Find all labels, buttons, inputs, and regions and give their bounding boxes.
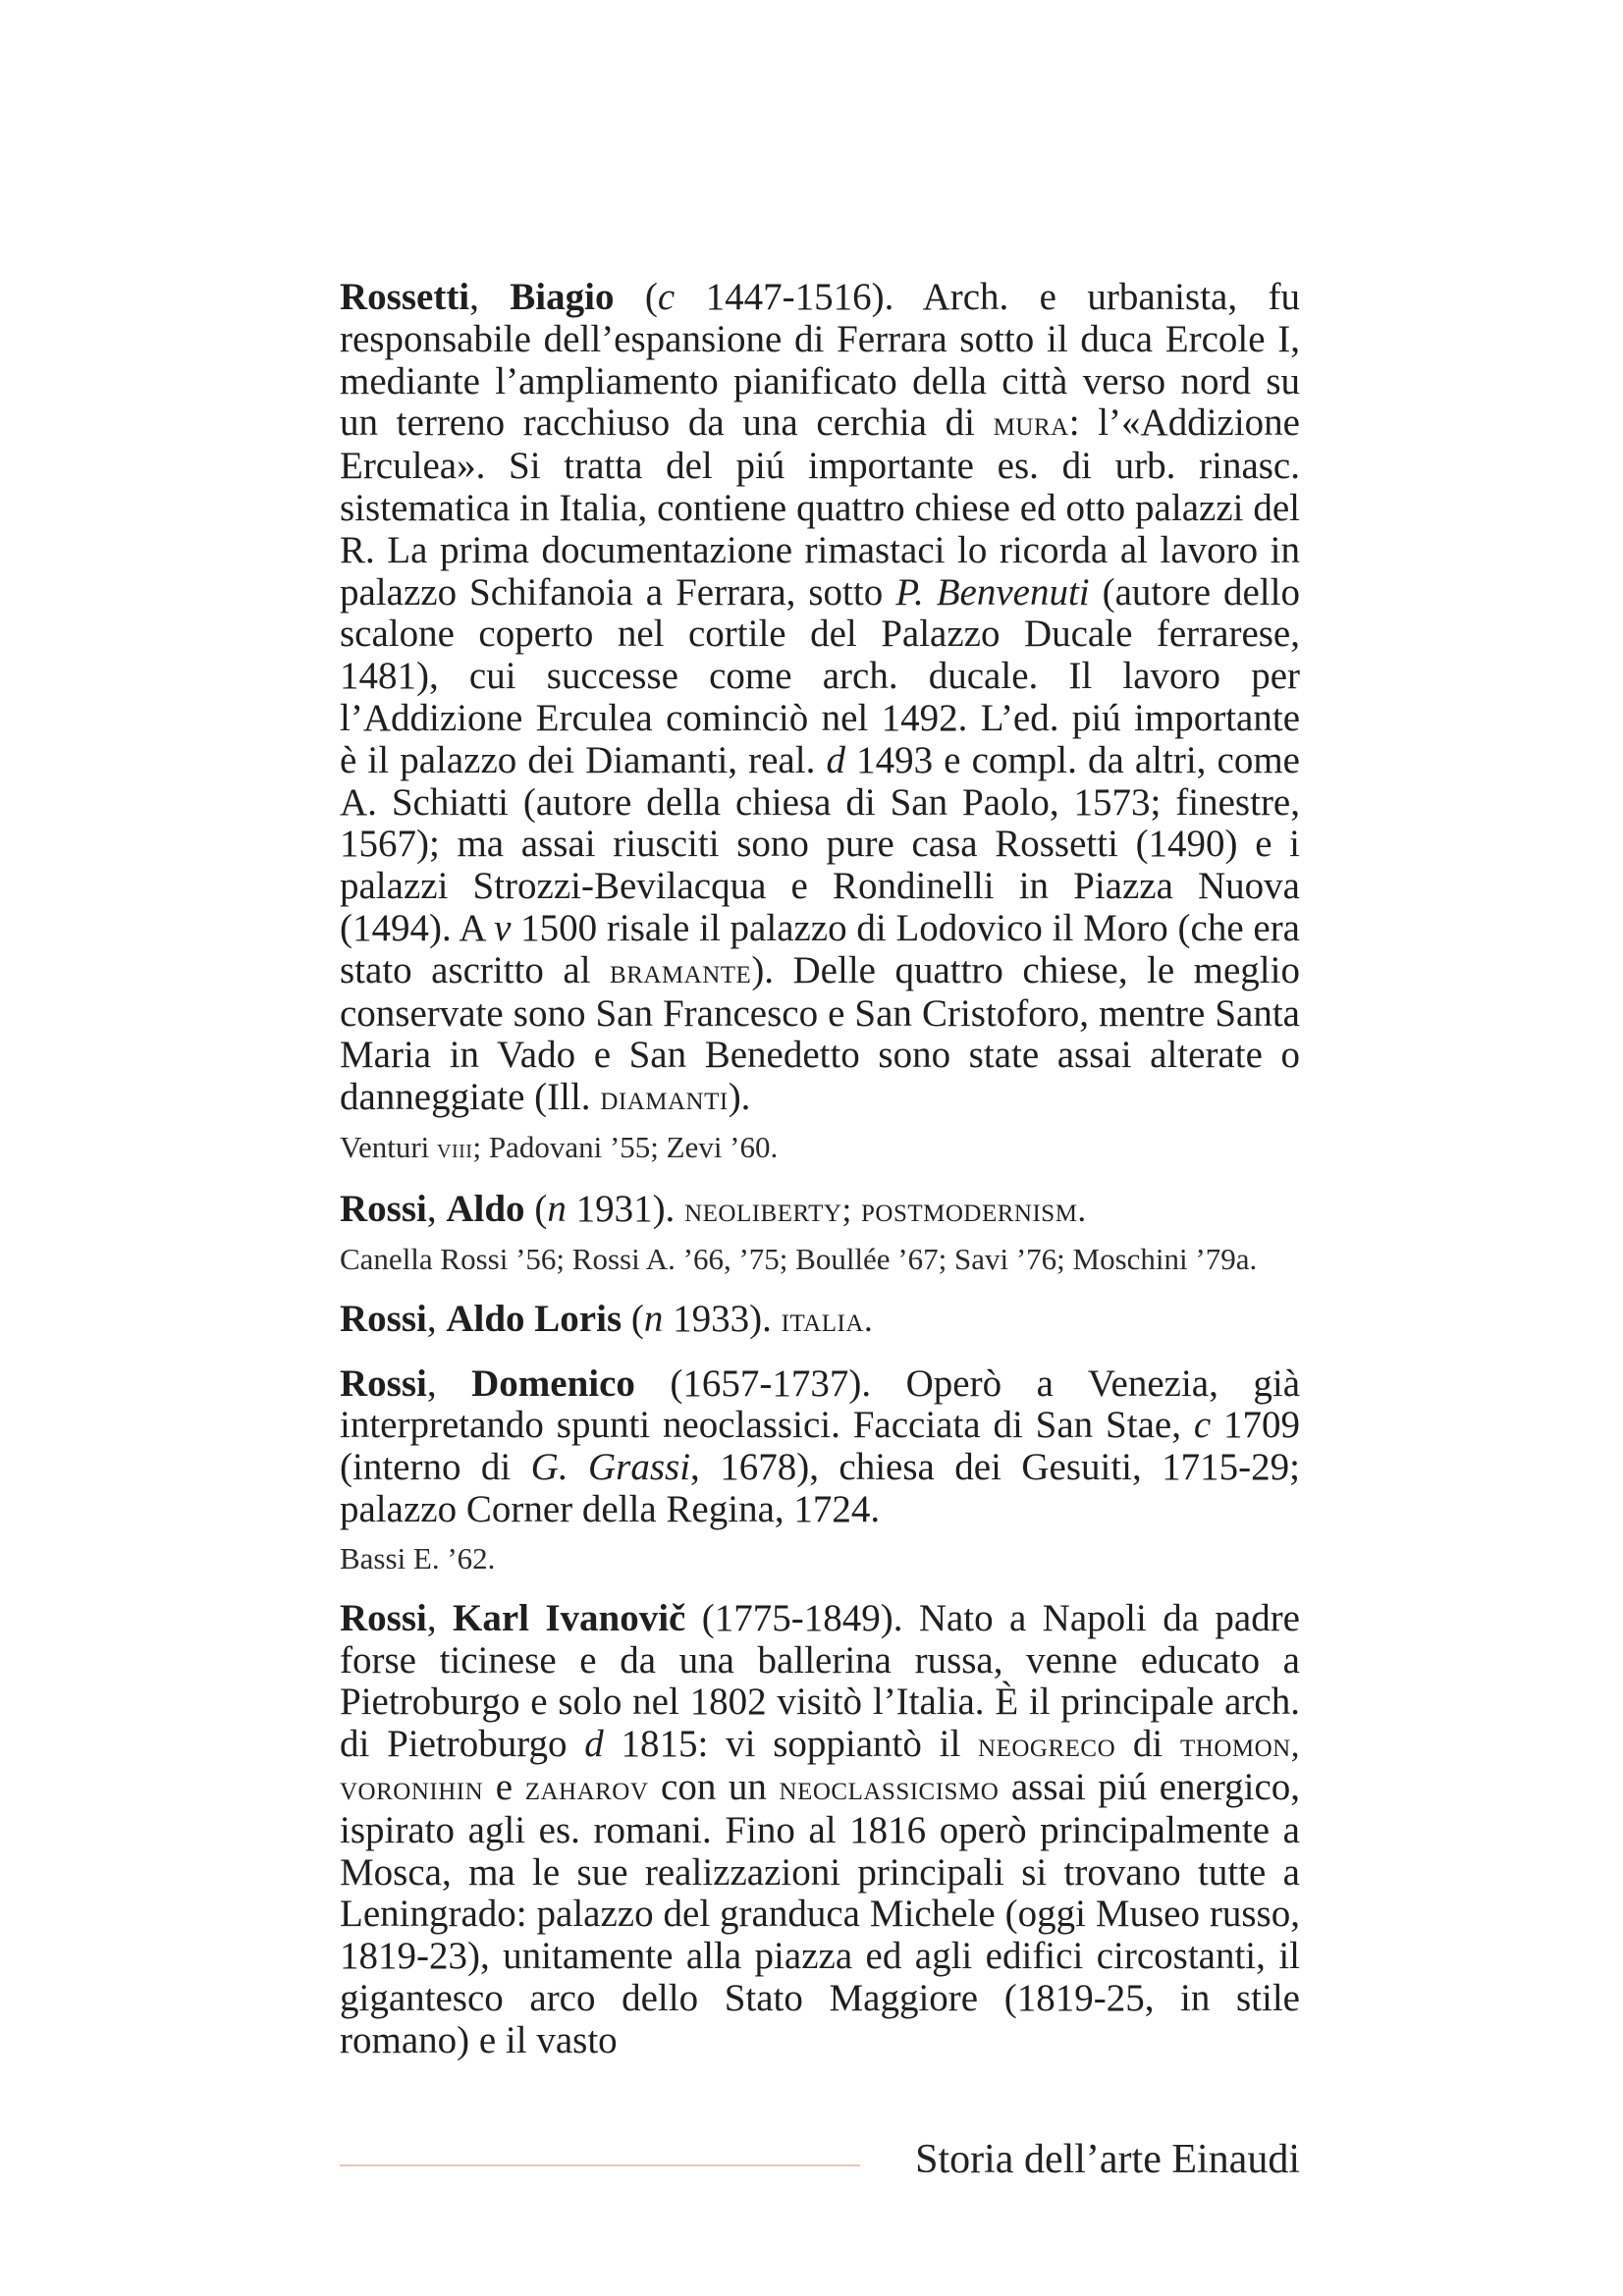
entry-body: Rossi, Aldo (n 1931). neoliberty; postmodernism. <box>340 1187 1087 1230</box>
cross-reference: bramante <box>610 951 752 990</box>
entry-body: Rossetti, Biagio (c 1447-1516). Arch. e urbanista, fu responsabile dell’espansione di Ferrara sotto il duca Ercole I, mediante l’ampliamento pianificato della città verso nord su un terreno racchiuso da una cerchia di mura: l’«Addizione Erculea». Si tratta del piú importante es. di urb. rinasc. sistematica in Italia, contiene quattro chiese ed otto palazzi del R. La prima documentazione rimastaci lo ricorda al lavoro in palazzo Schifanoia a Ferrara, sotto P. Benvenuti (autore dello scalone coperto nel cortile del Palazzo Ducale ferrarese, 1481), cui successe come arch. ducale. Il lavoro per l’Addizione Erculea cominciò nel 1492. L’ed. piú importante è il palazzo dei Diamanti, real. d 1493 e compl. da altri, come A. Schiatti (autore della chiesa di San Paolo, 1573; finestre, 1567); ma assai riusciti sono pure casa Rossetti (1490) e i palazzi Strozzi-Bevilacqua e Rondinelli in Piazza Nuova (1494). A v 1500 risale il palazzo di Lodovico il Moro (che era stato ascritto al bramante). Delle quattro chiese, le meglio conservate sono San Francesco e San Cristoforo, mentre Santa Maria in Vado e San Benedetto sono state assai alterate o danneggiate (Ill. diamanti). <box>340 276 1300 1119</box>
cross-reference: neogreco <box>978 1726 1116 1765</box>
entry-rossi-aldo-loris <box>340 1299 1300 1342</box>
entry-rossetti-biagio <box>340 277 1300 1167</box>
entry-bibliography: Venturi viii; Padovani ’55; Zevi ’60. <box>340 1129 779 1164</box>
entry-name: Aldo Loris <box>446 1297 622 1340</box>
cross-reference: neoliberty; postmodernism. <box>684 1190 1087 1229</box>
entry-rossi-domenico <box>340 1363 1300 1576</box>
page-footer <box>340 2134 1300 2189</box>
entry-name: Aldo <box>446 1187 525 1230</box>
entry-rossi-aldo <box>340 1189 1300 1277</box>
entry-name: Domenico <box>471 1362 635 1405</box>
entry-body: Rossi, Karl Ivanovič (1775-1849). Nato a Napoli da padre forse ticinese e da una ballerina russa, venne educato a Pietroburgo e solo nel 1802 visitò l’Italia. È il principale arch. di Pietroburgo d 1815: vi soppiantò il neogreco di thomon, voronihin e zaharov con un neoclassicismo assai piú energico, ispirato agli es. romani. Fino al 1816 operò principalmente a Mosca, ma le sue realizzazioni principali si trovano tutte a Leningrado: palazzo del granduca Michele (oggi Museo russo, 1819-23), unitamente alla piazza ed agli edifici circostanti, il gigantesco arco dello Stato Maggiore (1819-25, in stile romano) e il vasto <box>340 1596 1301 2061</box>
footer-rule <box>340 2164 860 2166</box>
entry-surname: Rossi <box>340 1362 427 1405</box>
cross-reference: italia. <box>781 1300 874 1339</box>
entry-surname: Rossetti <box>340 276 470 318</box>
footer-title: Storia dell’arte Einaudi <box>915 2137 1300 2182</box>
cross-reference: thomon, voronihin <box>340 1726 1300 1807</box>
cross-reference: neoclassicismo <box>779 1768 1000 1807</box>
entry-name: Biagio <box>510 276 615 318</box>
entry-surname: Rossi <box>340 1297 427 1340</box>
entry-surname: Rossi <box>340 1187 427 1230</box>
cross-reference: zaharov <box>524 1768 649 1807</box>
entry-body: Rossi, Domenico (1657-1737). Operò a Venezia, già interpretando spunti neoclassici. Facciata di San Stae, c 1709 (interno di G. Grassi, 1678), chiesa dei Gesuiti, 1715-29; palazzo Corner della Regina, 1724. <box>340 1362 1301 1530</box>
entry-name: Karl Ivanovič <box>452 1596 686 1639</box>
entry-rossi-karl-ivanovic <box>340 1598 1300 2062</box>
dictionary-page <box>340 277 1300 2083</box>
cross-reference: mura <box>993 404 1069 444</box>
entry-bibliography: Canella Rossi ’56; Rossi A. ’66, ’75; Boullée ’67; Savi ’76; Moschini ’79a. <box>340 1241 1258 1276</box>
entry-body: Rossi, Aldo Loris (n 1933). italia. <box>340 1297 874 1340</box>
cross-reference: diamanti <box>600 1079 729 1118</box>
entry-surname: Rossi <box>340 1596 427 1639</box>
entry-bibliography: Bassi E. ’62. <box>340 1540 496 1575</box>
